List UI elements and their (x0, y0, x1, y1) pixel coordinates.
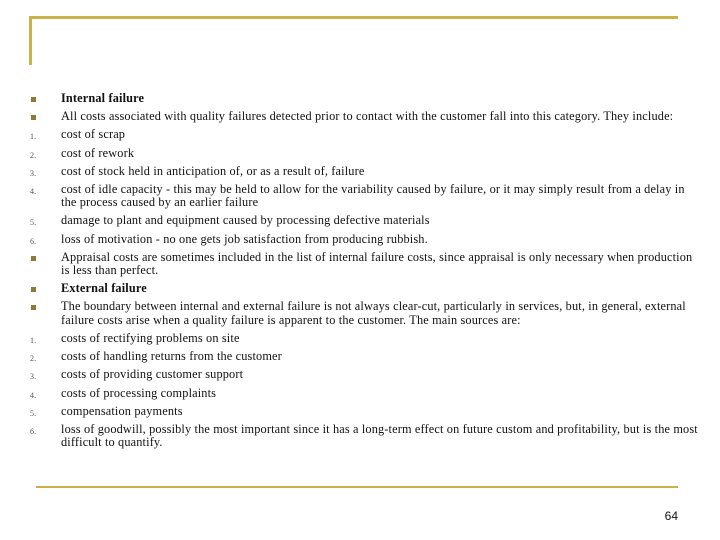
list-item (30, 183, 700, 210)
list-number-label: 2. (30, 354, 37, 364)
list-item (30, 92, 700, 105)
list-item (30, 165, 700, 178)
list-item-text: damage to plant and equipment caused by processing defective materials (61, 213, 430, 228)
list-item (30, 368, 700, 381)
list-number (30, 405, 50, 420)
list-item (30, 405, 700, 418)
list-item (30, 128, 700, 141)
list-number (30, 165, 50, 180)
list-item-text: loss of goodwill, possibly the most important since it has a long-term effect on future custom and profitability, but is the most difficult to quantify. (61, 421, 698, 450)
list-number-label: 6. (30, 236, 37, 246)
square-bullet-icon (30, 251, 50, 264)
list-item-text: costs of rectifying problems on site (61, 330, 240, 345)
frame-bottom-rule (36, 486, 678, 488)
square-bullet-icon (31, 115, 36, 120)
square-bullet-icon (31, 256, 36, 261)
list-item-text: costs of processing complaints (61, 385, 217, 400)
list-item (30, 300, 700, 327)
section-heading: Internal failure (61, 91, 145, 105)
square-bullet-icon (30, 92, 50, 105)
list-item (30, 387, 700, 400)
list-item-text: costs of handling returns from the customer (61, 349, 282, 364)
list-item-text: compensation payments (61, 403, 183, 418)
square-bullet-icon (30, 282, 50, 295)
list-number (30, 214, 50, 229)
square-bullet-icon (31, 305, 36, 310)
list-number-label: 3. (30, 168, 37, 178)
list-item-text: cost of scrap (61, 127, 126, 142)
list-number-label: 5. (30, 218, 37, 228)
section-heading: External failure (61, 281, 147, 296)
list-number (30, 128, 50, 143)
list-item (30, 110, 700, 123)
square-bullet-icon (30, 300, 50, 313)
list-item (30, 350, 700, 363)
list-item (30, 282, 700, 295)
list-item-text: cost of idle capacity - this may be held to allow for the variability caused by failure, or it may simply result from a delay in the process caused by an earlier failure (61, 181, 685, 210)
slide-body (30, 92, 700, 454)
list-item-text: cost of stock held in anticipation of, or as a result of, failure (61, 163, 365, 178)
list-number-label: 6. (30, 426, 37, 436)
square-bullet-icon (31, 97, 36, 102)
list-number (30, 332, 50, 347)
list-item (30, 147, 700, 160)
list-number (30, 350, 50, 365)
list-number (30, 183, 50, 198)
list-item-text: cost of rework (61, 145, 135, 160)
list-number (30, 233, 50, 248)
list-number-label: 1. (30, 132, 37, 142)
frame-top-rule (29, 16, 678, 19)
list-item-text: All costs associated with quality failures detected prior to contact with the customer fall into this category. They include: (61, 109, 674, 124)
list-number (30, 423, 50, 438)
list-item-text: Appraisal costs are sometimes included in the list of internal failure costs, since appraisal is only necessary when production is less than perfect. (61, 249, 693, 278)
list-number-label: 1. (30, 335, 37, 345)
list-number-label: 3. (30, 372, 37, 382)
list-number (30, 147, 50, 162)
list-item (30, 332, 700, 345)
list-number-label: 4. (30, 186, 37, 196)
list-item (30, 233, 700, 246)
list-number-label: 4. (30, 390, 37, 400)
page-number: 64 (664, 509, 678, 523)
list-number-label: 2. (30, 150, 37, 160)
list-item (30, 214, 700, 227)
list-item (30, 251, 700, 278)
list-item-text: costs of providing customer support (61, 367, 244, 382)
list-item-text: The boundary between internal and external failure is not always clear-cut, particularly in services, but, in general, external failure costs arise when a quality failure is apparent to the customer. The main sources are: (61, 299, 686, 327)
list-item-text: loss of motivation - no one gets job satisfaction from producing rubbish. (61, 231, 428, 246)
list-number-label: 5. (30, 408, 37, 418)
list-item (30, 423, 700, 450)
frame-left-rule (29, 16, 32, 65)
list-number (30, 368, 50, 383)
list-number (30, 387, 50, 402)
square-bullet-icon (31, 287, 36, 292)
square-bullet-icon (30, 110, 50, 123)
